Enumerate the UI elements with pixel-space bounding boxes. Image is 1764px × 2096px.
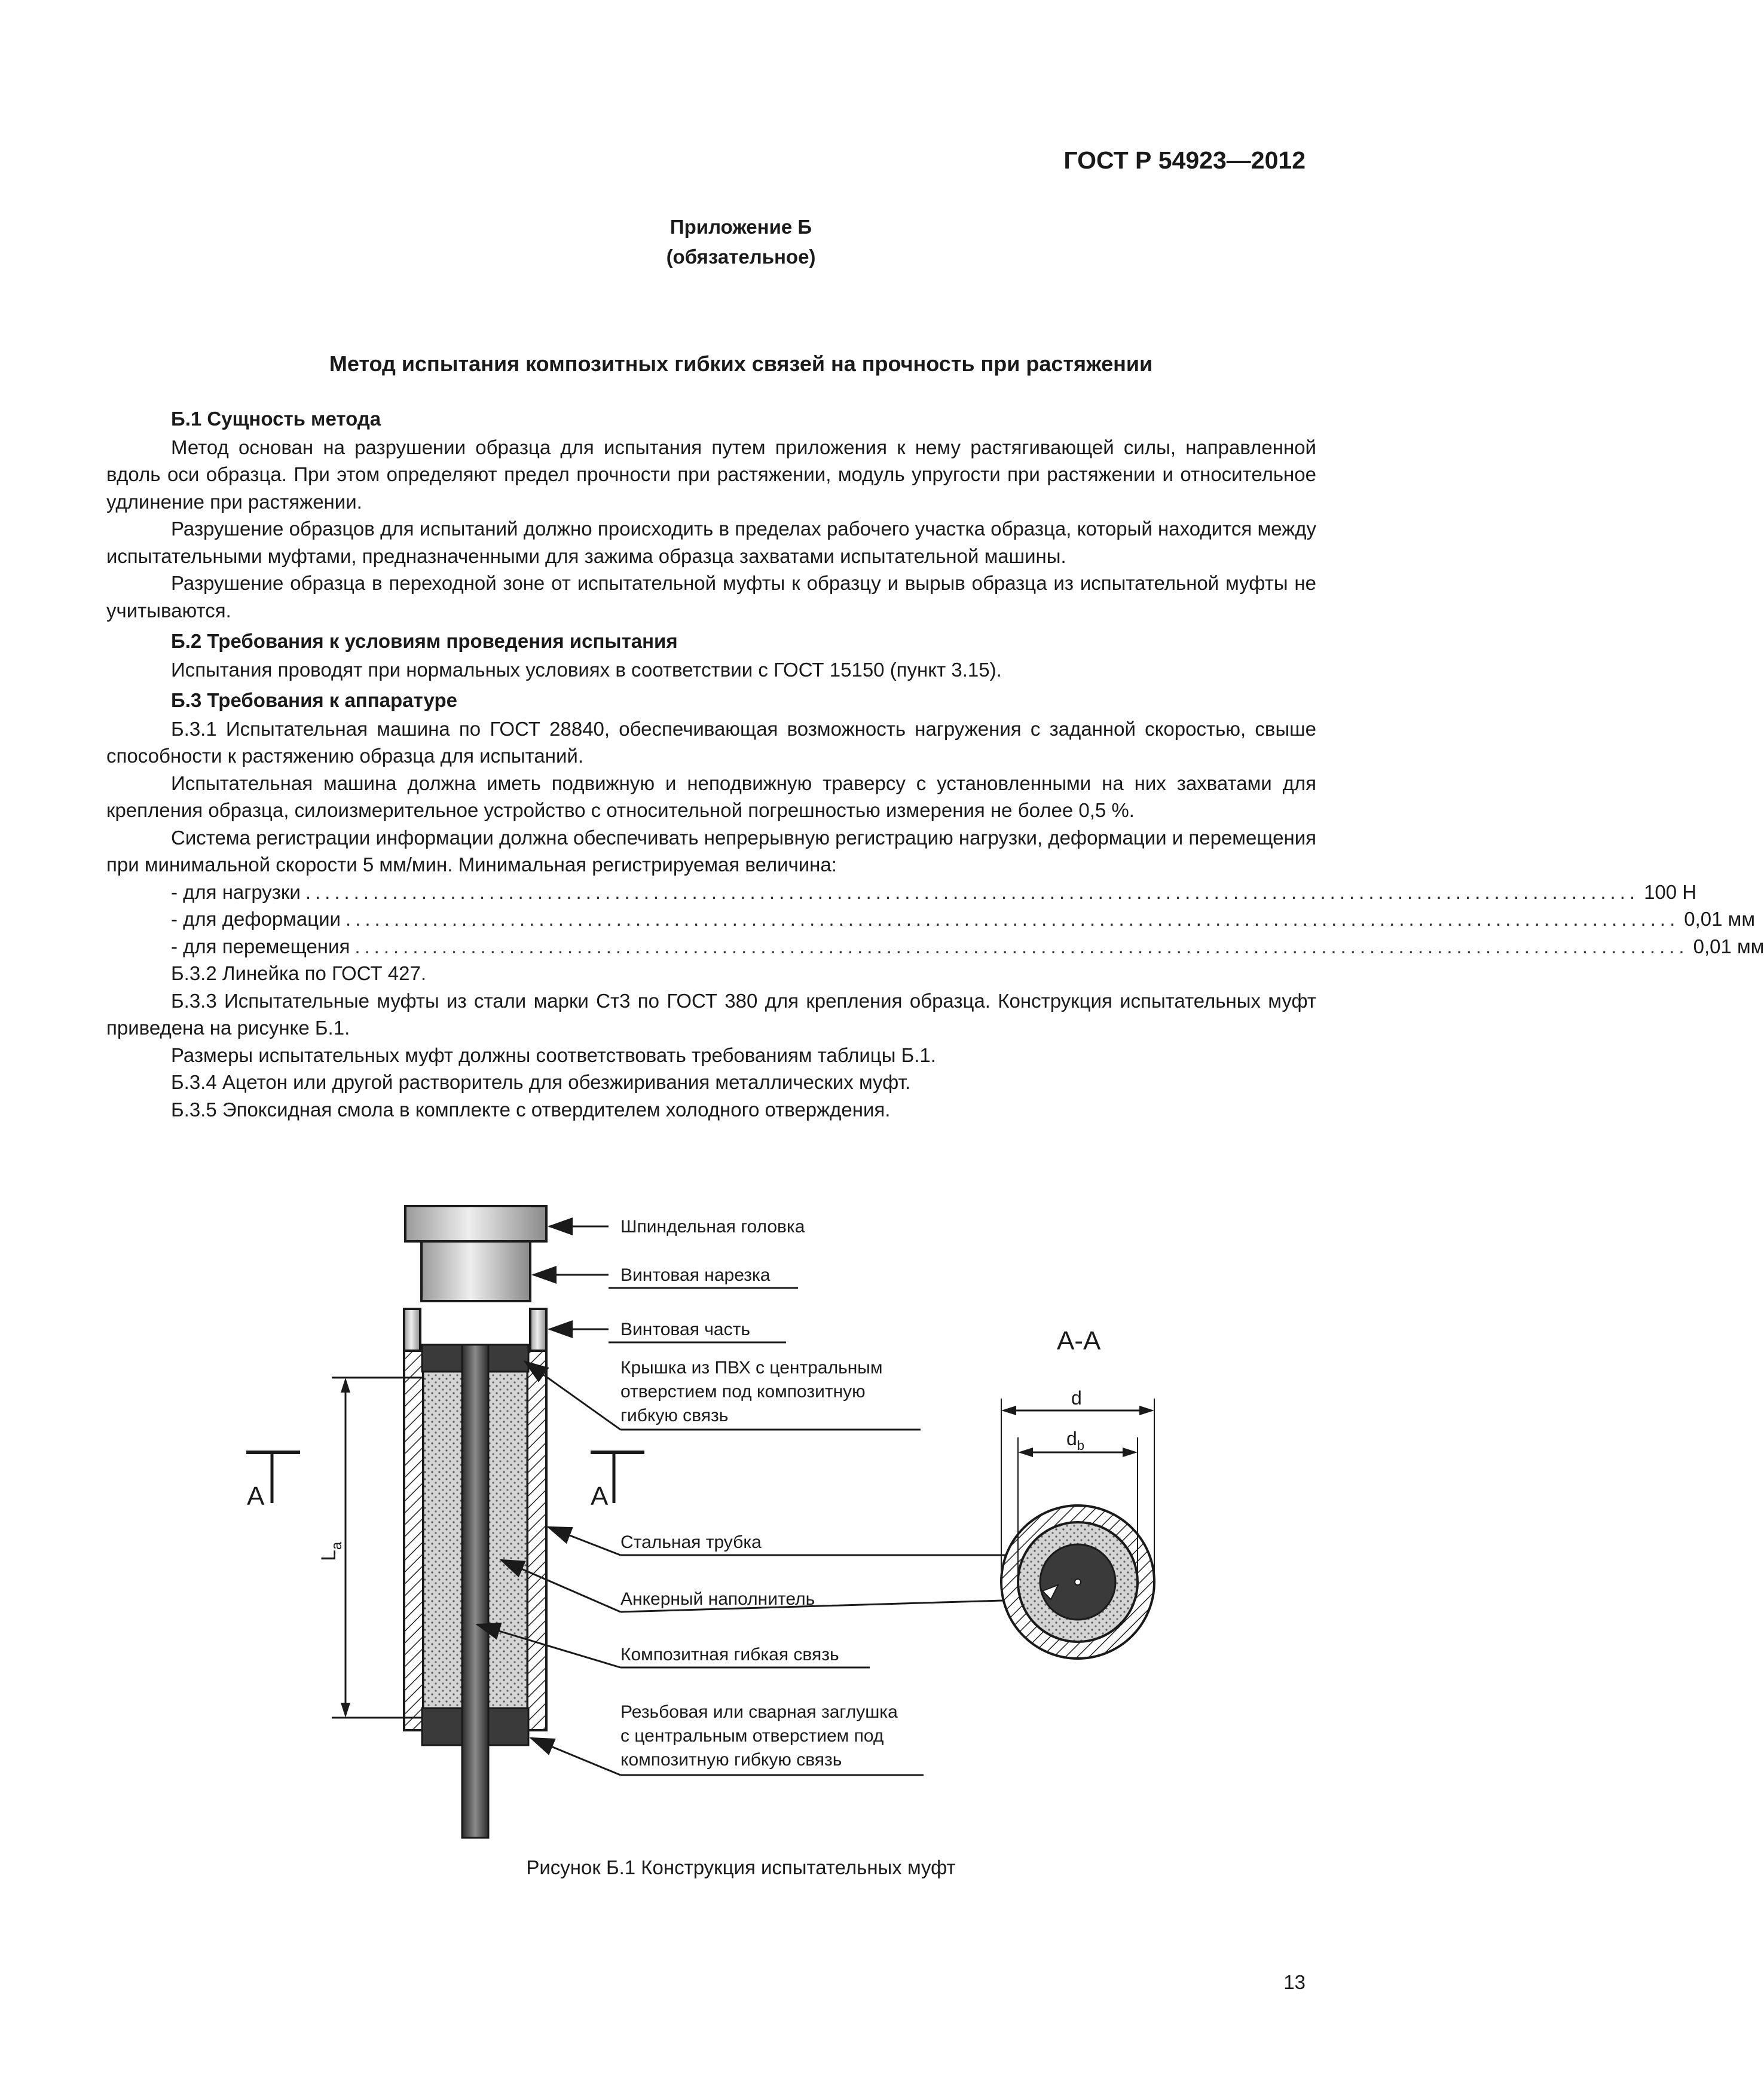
list-item-label: - для деформации <box>171 908 341 930</box>
leader-dots: .......................................................................................................................................... <box>354 935 1689 957</box>
list-item-value: 0,01 мм <box>1693 935 1764 957</box>
cut-mark-left-label: А <box>247 1482 265 1511</box>
section-b2-heading: Б.2 Требования к условиям проведения испытания <box>171 630 678 652</box>
list-item-label: - для перемещения <box>171 935 350 957</box>
document-id: ГОСТ Р 54923—2012 <box>1063 146 1306 174</box>
section-b3-heading: Б.3 Требования к аппаратуре <box>171 689 457 711</box>
label-anchor-filler: Анкерный наполнитель <box>620 1589 815 1609</box>
screw-part-left <box>404 1309 420 1351</box>
section-rod-center <box>1075 1579 1081 1585</box>
label-plug-line3: композитную гибкую связь <box>620 1750 842 1770</box>
label-plug-line2: с центральным отверстием под <box>620 1726 884 1746</box>
dim-d-arrow-left <box>1001 1406 1016 1415</box>
label-composite-tie: Композитная гибкая связь <box>620 1645 839 1664</box>
label-screw-part: Винтовая часть <box>620 1320 750 1339</box>
list-item-label: - для нагрузки <box>171 880 301 903</box>
dim-db-arrow-left <box>1018 1448 1033 1457</box>
paragraph: Б.3.5 Эпоксидная смола в комплекте с отвердителем холодного отверждения. <box>171 1098 891 1121</box>
steel-tube-wall-left <box>404 1351 423 1730</box>
label-plug-line1: Резьбовая или сварная заглушка <box>620 1702 898 1722</box>
screw-part-right <box>530 1309 546 1351</box>
paragraph: Метод основан на разрушении образца для испытания путем приложения к нему растягивающей силы, направленной вдоль оси образца. При этом определяют предел прочности при растяжении, модуль упругости при растяжении и относительное удлинение при растяжении. <box>106 436 1316 513</box>
paragraph: Б.3.1 Испытательная машина по ГОСТ 28840, обеспечивающая возможность нагружения с заданной скоростью, свыше способности к растяжению образца для испытаний. <box>106 717 1316 767</box>
section-label: А-А <box>1057 1326 1101 1355</box>
paragraph: Б.3.3 Испытательные муфты из стали марки Ст3 по ГОСТ 380 для крепления образца. Конструкция испытательных муфт приведена на рисунке Б.1. <box>106 989 1316 1039</box>
paragraph: Система регистрации информации должна обеспечивать непрерывную регистрацию нагрузки, деформации и перемещения при минимальной скорости 5 мм/мин. Минимальная регистрируемая величина: <box>106 826 1316 876</box>
label-pvc-cap-line2: отверстием под композитную <box>620 1382 866 1402</box>
label-pvc-cap-line3: гибкую связь <box>620 1406 729 1425</box>
paragraph: Б.3.2 Линейка по ГОСТ 427. <box>171 962 427 984</box>
dim-d-arrow-right <box>1139 1406 1154 1415</box>
dim-la-label: $L_a$ <box>317 1541 345 1561</box>
list-item-value: 100 Н <box>1644 880 1697 903</box>
paragraph: Разрушение образцов для испытаний должно происходить в пределах рабочего участка образца, который находится между испытательными муфтами, предназначенными для зажима образца захватами испытательной машины. <box>106 518 1316 567</box>
spindle-head <box>405 1206 546 1241</box>
paragraph: Разрушение образца в переходной зоне от испытательной муфты к образцу и вырыв образца из испытательной муфты не учитываются. <box>106 572 1316 622</box>
paragraph: Испытательная машина должна иметь подвижную и неподвижную траверсу с установленными на них захватами для крепления образца, силоизмерительное устройство с относительной погрешностью измерения не более 0,5 %. <box>106 772 1316 821</box>
leader-dots: .......................................................................................................................................... <box>345 908 1680 930</box>
leader-plug <box>531 1738 620 1775</box>
screw-thread <box>421 1241 530 1301</box>
dim-db-arrow-right <box>1123 1448 1138 1457</box>
figure-caption: Рисунок Б.1 Конструкция испытательных муфт <box>526 1856 956 1878</box>
steel-tube-wall-right <box>527 1351 546 1730</box>
annex-status: (обязательное) <box>666 246 816 268</box>
paragraph: Б.3.4 Ацетон или другой растворитель для обезжиривания металлических муфт. <box>171 1071 911 1093</box>
dim-la-arrow-top <box>341 1378 350 1393</box>
label-spindle-head: Шпиндельная головка <box>620 1217 805 1237</box>
dim-db-label: $d_b$ <box>1066 1428 1085 1453</box>
dim-la-arrow-bottom <box>341 1703 350 1718</box>
label-steel-tube: Стальная трубка <box>620 1532 762 1552</box>
paragraph: Размеры испытательных муфт должны соответствовать требованиям таблицы Б.1. <box>171 1044 936 1066</box>
paragraph: Испытания проводят при нормальных условиях в соответствии с ГОСТ 15150 (пункт 3.15). <box>171 658 1002 681</box>
list-item-value: 0,01 мм <box>1684 908 1756 930</box>
dim-d-label: d <box>1071 1387 1082 1409</box>
leader-steel-tube <box>548 1527 620 1555</box>
annex-title: Приложение Б <box>669 216 812 238</box>
label-pvc-cap-line1: Крышка из ПВХ с центральным <box>620 1358 883 1378</box>
main-title: Метод испытания композитных гибких связей на прочность при растяжении <box>329 351 1153 376</box>
leader-dots: .......................................................................................................................................... <box>305 880 1640 903</box>
cut-mark-right-label: А <box>591 1482 609 1511</box>
label-screw-thread: Винтовая нарезка <box>620 1265 771 1285</box>
section-b1-heading: Б.1 Сущность метода <box>171 408 381 430</box>
page-number: 13 <box>1283 1971 1306 1993</box>
composite-rod <box>462 1345 488 1838</box>
